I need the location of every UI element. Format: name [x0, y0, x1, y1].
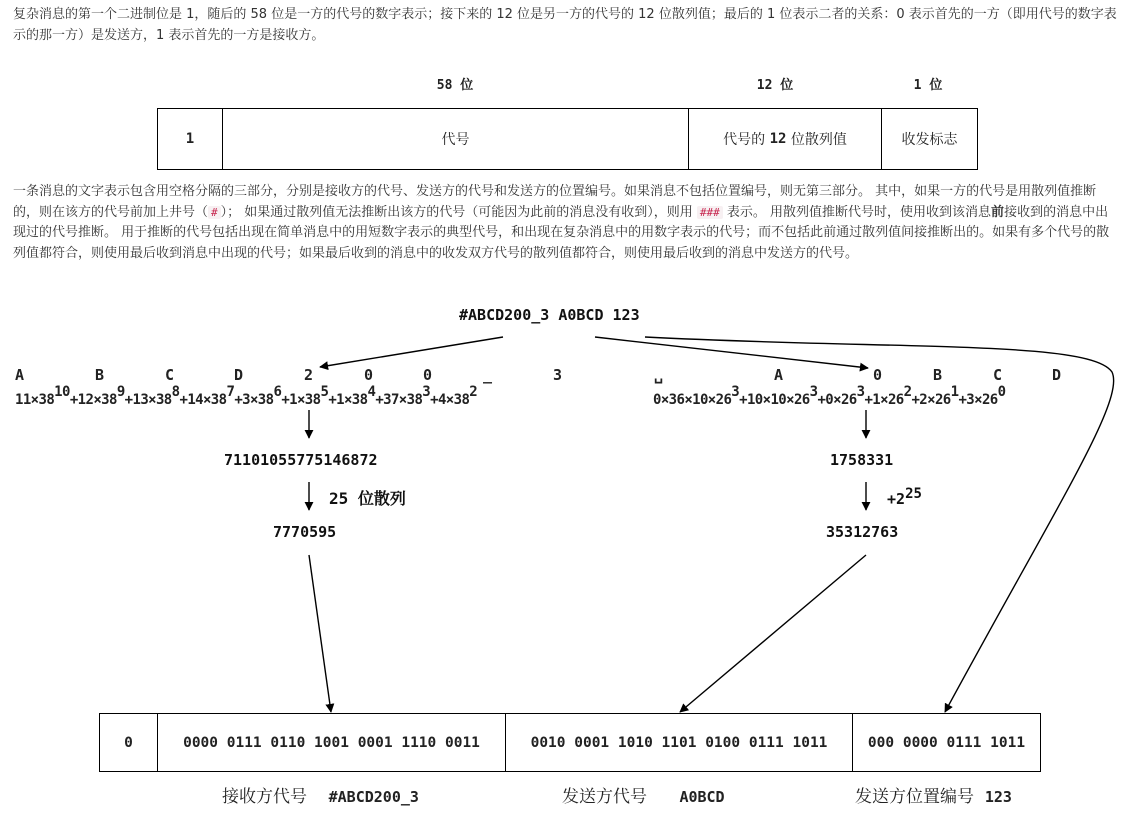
result-cell-location: 000 0000 0111 1011 — [867, 734, 1026, 751]
char-label: B — [933, 366, 943, 384]
right-formula: $0\times 36\times 10\times 26^3+10\times 10\times 26^3+0\times 26^3+1\times 26^2+2\times 26^1+3\times 26^0$ — [653, 384, 1006, 408]
char-label: C — [993, 366, 1003, 384]
result-cell-sender: 0010 0001 1010 1101 0100 0111 1011 — [506, 714, 853, 771]
char-label: C — [165, 366, 175, 384]
char-label: 2 — [304, 366, 314, 384]
right-result: 35312763 — [826, 523, 899, 541]
left-hash: 7770595 — [273, 523, 337, 541]
header-12-bits: 12 位 — [756, 78, 794, 93]
char-label: A — [15, 366, 25, 384]
header-1-bit: 1 位 — [913, 78, 943, 93]
char-label: 0 — [364, 366, 374, 384]
char-label: _ — [483, 366, 493, 384]
result-bit-table — [99, 713, 1041, 772]
char-label: 0 — [873, 366, 883, 384]
char-label: ␣ — [654, 366, 664, 384]
char-label: B — [95, 366, 105, 384]
location-label: 发送方位置编号 123 — [855, 787, 1012, 807]
hash-code-inline: ### — [697, 206, 723, 219]
arrow-to-sender-bits — [680, 555, 866, 712]
arrow-to-right-chars — [595, 337, 868, 368]
right-step-label: $+2^{25}$ — [887, 486, 922, 508]
left-formula: $11\times 38^{10}+12\times 38^9+13\times 38^8+14\times 38^7+3\times 38^6+1\times 38^5+1\times 38^4+37\times 38^3+4\times 38^2$ — [15, 384, 478, 408]
example-message: #ABCD200_3 A0BCD 123 — [459, 306, 640, 324]
hash-code-inline: # — [208, 206, 221, 219]
char-label: 3 — [553, 366, 563, 384]
cell-direction-flag: 收发标志 — [901, 132, 958, 148]
char-label: D — [234, 366, 244, 384]
arrow-to-left-chars — [320, 337, 503, 367]
cell-callsign: 代号 — [223, 109, 689, 169]
char-label: D — [1052, 366, 1062, 384]
cell-callsign-hash: 代号的 12 位散列值 — [689, 109, 882, 169]
result-cell-receiver: 0000 0111 0110 1001 0001 1110 0011 — [158, 714, 506, 771]
char-label: 0 — [423, 366, 433, 384]
right-value: 1758331 — [830, 451, 894, 469]
description-paragraph: 一条消息的文字表示包含用空格分隔的三部分，分别是接收方的代号、发送方的代号和发送方的位置编号。如果消息不包括位置编号，则无第三部分。 其中，如果一方的代号是用散列值推断的，则在该方的代号前加上井号（ # ）； 如果通过散列值无法推断出该方的代号（可能因为此前的消息没有收到），则用 ### 表示。 用散列值推断代号时，使用收到该消息前接收到的消息中出现过的代号推断。 用于推断的代号包括出现在简单消息中的用短数字表示的典型代号，和出现在复杂消息中的用数字表示的代号；而不包括此前通过散列值间接推断出的。如果有多个代号的散列值都符合，则使用最后收到消息中出现的代号；如果最后收到的消息中的收发双方代号的散列值都符合，则使用最后收到的消息中发送方的代号。 — [13, 184, 1110, 261]
cell-leading-bit: 1 — [158, 109, 223, 169]
intro-paragraph: 复杂消息的第一个二进制位是 1，随后的 58 位是一方的代号的数字表示；接下来的 12 位是另一方的代号的 12 位散列值；最后的 1 位表示二者的关系：0 表示首先的一方（即用代号的数字表示的那一方）是发送方，1 表示首先的一方是接收方。 — [13, 7, 1117, 43]
arrow-to-receiver-bits — [309, 555, 331, 712]
receiver-label: 接收方代号 #ABCD200_3 — [222, 787, 419, 807]
result-cell-flag: 0 — [100, 714, 158, 771]
left-value: 71101055775146872 — [224, 451, 378, 469]
char-label: A — [774, 366, 784, 384]
header-58-bits: 58 位 — [436, 78, 474, 93]
left-step-label: 25 位散列 — [329, 489, 406, 508]
sender-label: 发送方代号 A0BCD — [562, 787, 725, 807]
